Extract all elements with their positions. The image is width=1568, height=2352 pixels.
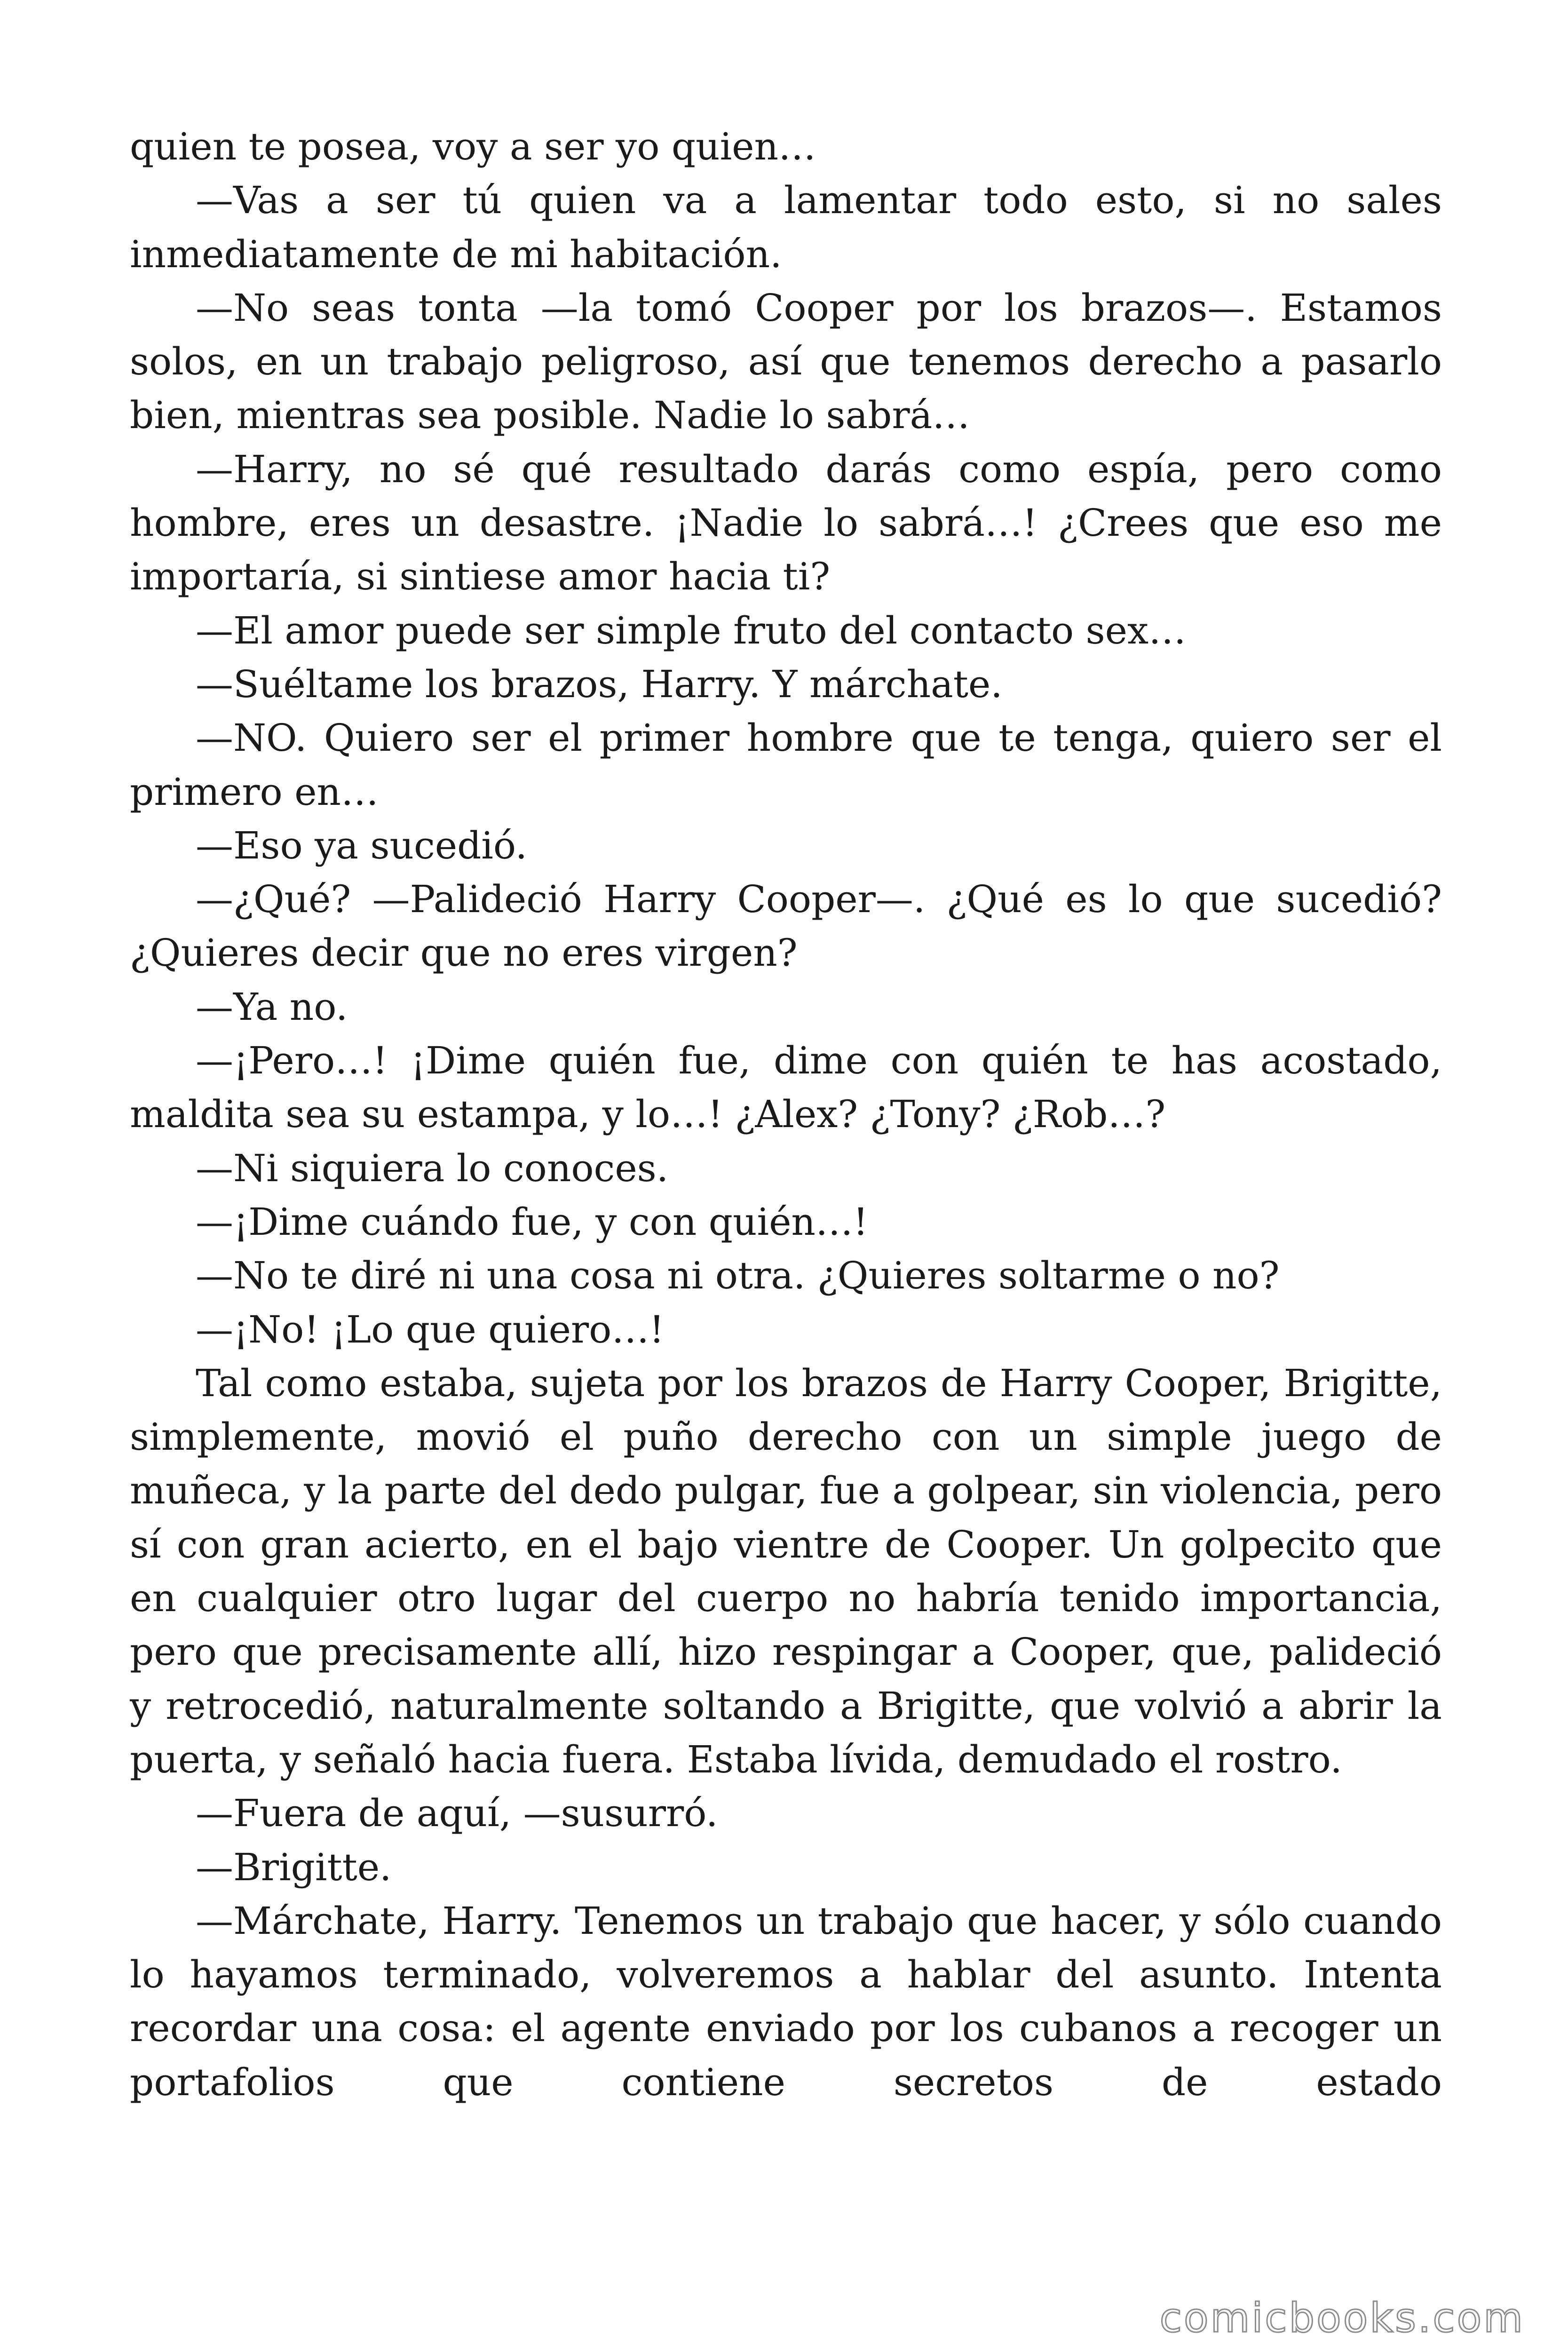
paragraph: —¡Dime cuándo fue, y con quién…! (196, 1200, 869, 1244)
paragraph: —No seas tonta —la tomó Cooper por los brazos—. Estamos solos, en un trabajo peligroso, así que tenemos derecho a pasarlo bien, mientras sea posible. Nadie lo sabrá… (130, 286, 1442, 437)
paragraph: —Ya no. (196, 985, 348, 1029)
paragraph: —Ni siquiera lo conoces. (196, 1146, 669, 1190)
paragraph: —¡Pero…! ¡Dime quién fue, dime con quién te has acostado, maldita sea su estampa, y lo…! ¿Alex? ¿Tony? ¿Rob…? (130, 1039, 1442, 1136)
paragraph: —Suéltame los brazos, Harry. Y márchate. (196, 662, 1003, 706)
paragraph: —Harry, no sé qué resultado darás como espía, pero como hombre, eres un desastre. ¡Nadie lo sabrá…! ¿Crees que eso me importaría, si sintiese amor hacia ti? (130, 447, 1442, 599)
paragraph: —Fuera de aquí, —susurró. (196, 1791, 718, 1836)
paragraph: —Márchate, Harry. Tenemos un trabajo que hacer, y sólo cuando lo hayamos terminado, volveremos a hablar del asunto. Intenta recordar una cosa: el agente enviado por los cubanos a recoger un portafolios que contiene secretos de estado (130, 1899, 1442, 2104)
paragraph: —¿Qué? —Palideció Harry Cooper—. ¿Qué es lo que sucedió? ¿Quieres decir que no eres virgen? (130, 877, 1442, 975)
paragraph: —No te diré ni una cosa ni otra. ¿Quieres soltarme o no? (196, 1254, 1280, 1298)
paragraph: —Brigitte. (196, 1845, 392, 1889)
paragraph: quien te posea, voy a ser yo quien… (130, 125, 816, 168)
paragraph: —El amor puede ser simple fruto del contacto sex… (196, 608, 1187, 652)
watermark: comicbooks.com (1159, 2295, 1525, 2342)
paragraph: Tal como estaba, sujeta por los brazos de Harry Cooper, Brigitte, simplemente, movió el puño derecho con un simple juego de muñeca, y la parte del dedo pulgar, fue a golpear, sin violencia, pero sí con gran acierto, en el bajo vientre de Cooper. Un golpecito que en cualquier otro lugar del cuerpo no habría tenido importancia, pero que precisamente allí, hizo respingar a Cooper, que, palideció y retrocedió, naturalmente soltando a Brigitte, que volvió a abrir la puerta, y señaló hacia fuera. Estaba lívida, demudado el rostro. (130, 1361, 1442, 1781)
body-text (130, 120, 1442, 2109)
paragraph: —¡No! ¡Lo que quiero…! (196, 1307, 665, 1351)
paragraph: —NO. Quiero ser el primer hombre que te tenga, quiero ser el primero en… (130, 716, 1442, 814)
paragraph: —Vas a ser tú quien va a lamentar todo esto, si no sales inmediatamente de mi habitación. (130, 178, 1442, 276)
paragraph: —Eso ya sucedió. (196, 823, 528, 867)
